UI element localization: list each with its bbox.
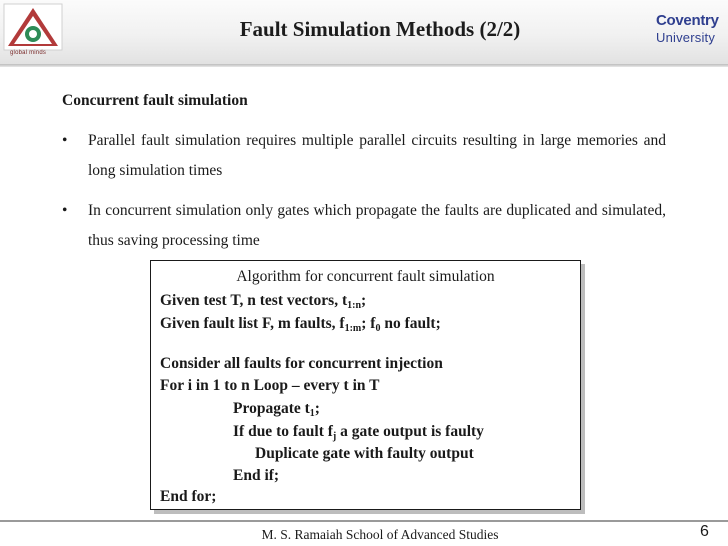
text-fragment: a gate output is faulty (336, 423, 484, 440)
bullet-marker: • (62, 202, 68, 219)
bullet-text: Parallel fault simulation requires multiple parallel circuits resulting in large memories and long simulation times (88, 132, 666, 179)
text-fragment: Given fault list F, m faults, f (160, 315, 345, 332)
bullet-marker: • (62, 132, 68, 149)
subscript: 1:n (347, 300, 362, 311)
text-fragment: no fault; (380, 315, 441, 332)
algorithm-line-if (233, 423, 484, 441)
text-fragment: If due to fault f (233, 423, 333, 440)
footer-divider (0, 520, 728, 522)
slide-header (0, 0, 728, 64)
algorithm-box (150, 260, 581, 510)
algorithm-line-for-loop: For i in 1 to n Loop – every t in T (160, 377, 380, 394)
section-heading: Concurrent fault simulation (62, 92, 248, 109)
page-number: 6 (700, 523, 709, 540)
coventry-logo (652, 8, 722, 54)
text-fragment: ; (361, 292, 367, 309)
algorithm-line-consider: Consider all faults for concurrent injection (160, 355, 443, 372)
bullet-text: In concurrent simulation only gates which propagate the faults are duplicated and simulated, thus saving processing time (88, 202, 666, 249)
text-fragment: ; f (361, 315, 376, 332)
text-fragment: ; (314, 400, 320, 417)
header-divider (0, 64, 728, 67)
algorithm-line-propagate (233, 400, 320, 418)
text-fragment: Given test T, n test vectors, t (160, 292, 348, 309)
subscript: j (332, 431, 337, 442)
text-fragment: Propagate t (233, 400, 310, 417)
algorithm-title: Algorithm for concurrent fault simulation (236, 268, 495, 285)
subscript: 1:m (344, 323, 362, 334)
coventry-logo-line1: Coventry (656, 12, 719, 29)
slide-title: Fault Simulation Methods (2/2) (239, 17, 521, 41)
algorithm-line-given-test (160, 292, 366, 310)
subscript: 1 (309, 408, 315, 419)
algorithm-line-given-faults (160, 315, 441, 333)
footer-institution: M. S. Ramaiah School of Advanced Studies (261, 527, 499, 542)
algorithm-line-duplicate: Duplicate gate with faulty output (255, 445, 474, 462)
logo-tagline: global minds (10, 50, 47, 56)
subscript: 0 (375, 323, 381, 334)
coventry-logo-line2: University (656, 30, 716, 45)
algorithm-line-end-for: End for; (160, 488, 217, 505)
algorithm-line-end-if: End if; (233, 467, 280, 484)
